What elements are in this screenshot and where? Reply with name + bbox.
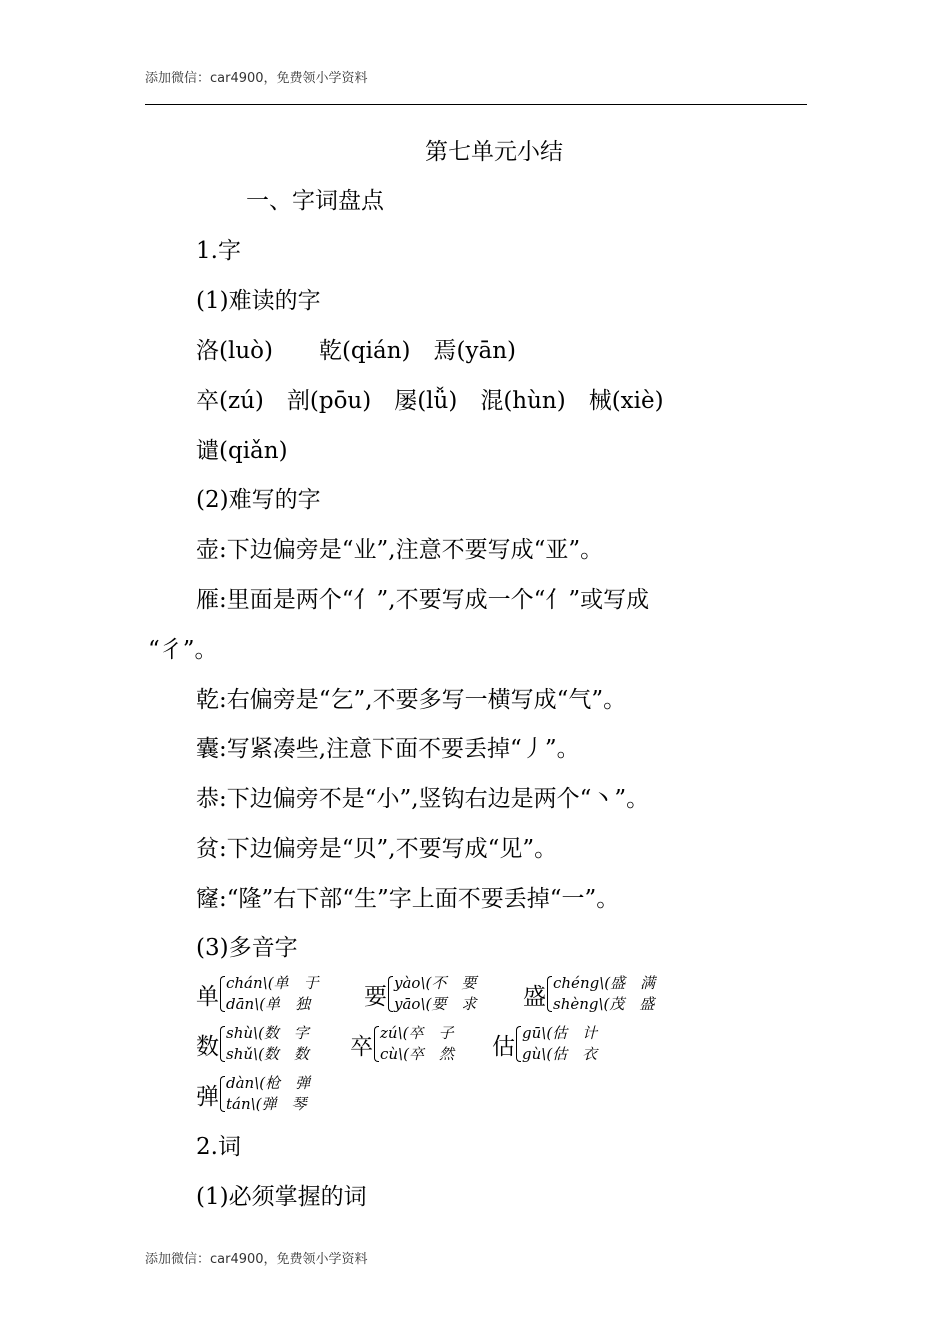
polyphone-char: 数 bbox=[196, 1033, 219, 1060]
reading-1: yào\(不 要 bbox=[394, 974, 477, 992]
text-line: 洛(luò) 乾(qián) 焉(yān) bbox=[196, 338, 516, 364]
polyphone-readings bbox=[516, 1023, 632, 1065]
polyphone-entry bbox=[364, 973, 504, 1015]
item-heading: (1)必须掌握的词 bbox=[196, 1184, 367, 1210]
polyphone-char: 弹 bbox=[196, 1083, 219, 1110]
polyphone-entry bbox=[196, 973, 344, 1015]
polyphone-readings bbox=[220, 973, 344, 1015]
text-line: “彳”。 bbox=[148, 637, 218, 663]
reading-2: shǔ\(数 数 bbox=[226, 1045, 309, 1063]
subsection-heading: 2.词 bbox=[196, 1134, 241, 1160]
reading-1: gū\(估 计 bbox=[522, 1024, 598, 1042]
polyphone-readings bbox=[220, 1023, 326, 1065]
polyphone-entry bbox=[350, 1023, 470, 1065]
polyphone-char: 单 bbox=[196, 983, 219, 1010]
page-header: 添加微信：car4900，免费领小学资料 bbox=[145, 71, 368, 86]
reading-2: cù\(卒 然 bbox=[380, 1045, 454, 1063]
text-line: 壶:下边偏旁是“业”,注意不要写成“亚”。 bbox=[196, 537, 604, 563]
item-heading: (2)难写的字 bbox=[196, 487, 321, 513]
polyphone-entry bbox=[196, 1073, 336, 1115]
item-heading: (3)多音字 bbox=[196, 935, 298, 961]
text-line: 卒(zú) 剖(pōu) 屡(lǚ) 混(hùn) 械(xiè) bbox=[196, 388, 664, 414]
page-title: 第七单元小结 bbox=[425, 139, 563, 165]
text-line: 窿:“隆”右下部“生”字上面不要丢掉“一”。 bbox=[196, 886, 620, 912]
reading-2: shèng\(茂 盛 bbox=[553, 995, 655, 1013]
polyphone-entry bbox=[492, 1023, 632, 1065]
polyphone-entry bbox=[523, 973, 683, 1015]
text-line: 恭:下边偏旁不是“小”,竖钩右边是两个“丶”。 bbox=[196, 786, 650, 812]
polyphone-entry bbox=[196, 1023, 326, 1065]
polyphone-readings bbox=[388, 973, 504, 1015]
reading-2: gù\(估 衣 bbox=[522, 1045, 598, 1063]
reading-2: yāo\(要 求 bbox=[394, 995, 477, 1013]
text-line: 乾:右偏旁是“乞”,不要多写一横写成“气”。 bbox=[196, 687, 627, 713]
section-heading: 一、字词盘点 bbox=[246, 188, 384, 214]
polyphone-char: 卒 bbox=[350, 1033, 373, 1060]
text-line: 雁:里面是两个“亻”,不要写成一个“亻”或写成 bbox=[196, 587, 650, 613]
item-heading: (1)难读的字 bbox=[196, 288, 321, 314]
reading-2: tán\(弹 琴 bbox=[226, 1095, 307, 1113]
text-line: 谴(qiǎn) bbox=[196, 438, 288, 464]
text-line: 贫:下边偏旁是“贝”,不要写成“见”。 bbox=[196, 836, 558, 862]
reading-1: dàn\(枪 弹 bbox=[226, 1074, 311, 1092]
polyphone-readings bbox=[547, 973, 683, 1015]
reading-2: dān\(单 独 bbox=[226, 995, 311, 1013]
polyphone-char: 估 bbox=[492, 1033, 515, 1060]
text-line: 囊:写紧凑些,注意下面不要丢掉“丿”。 bbox=[196, 736, 580, 762]
reading-1: chán\(单 于 bbox=[226, 974, 319, 992]
polyphone-char: 要 bbox=[364, 983, 387, 1010]
reading-1: zú\(卒 子 bbox=[380, 1024, 454, 1042]
polyphone-readings bbox=[374, 1023, 470, 1065]
subsection-heading: 1.字 bbox=[196, 238, 241, 264]
header-rule bbox=[145, 104, 807, 105]
polyphone-char: 盛 bbox=[523, 983, 546, 1010]
reading-1: chéng\(盛 满 bbox=[553, 974, 656, 992]
page-footer: 添加微信：car4900，免费领小学资料 bbox=[145, 1252, 368, 1267]
reading-1: shù\(数 字 bbox=[226, 1024, 309, 1042]
polyphone-readings bbox=[220, 1073, 336, 1115]
